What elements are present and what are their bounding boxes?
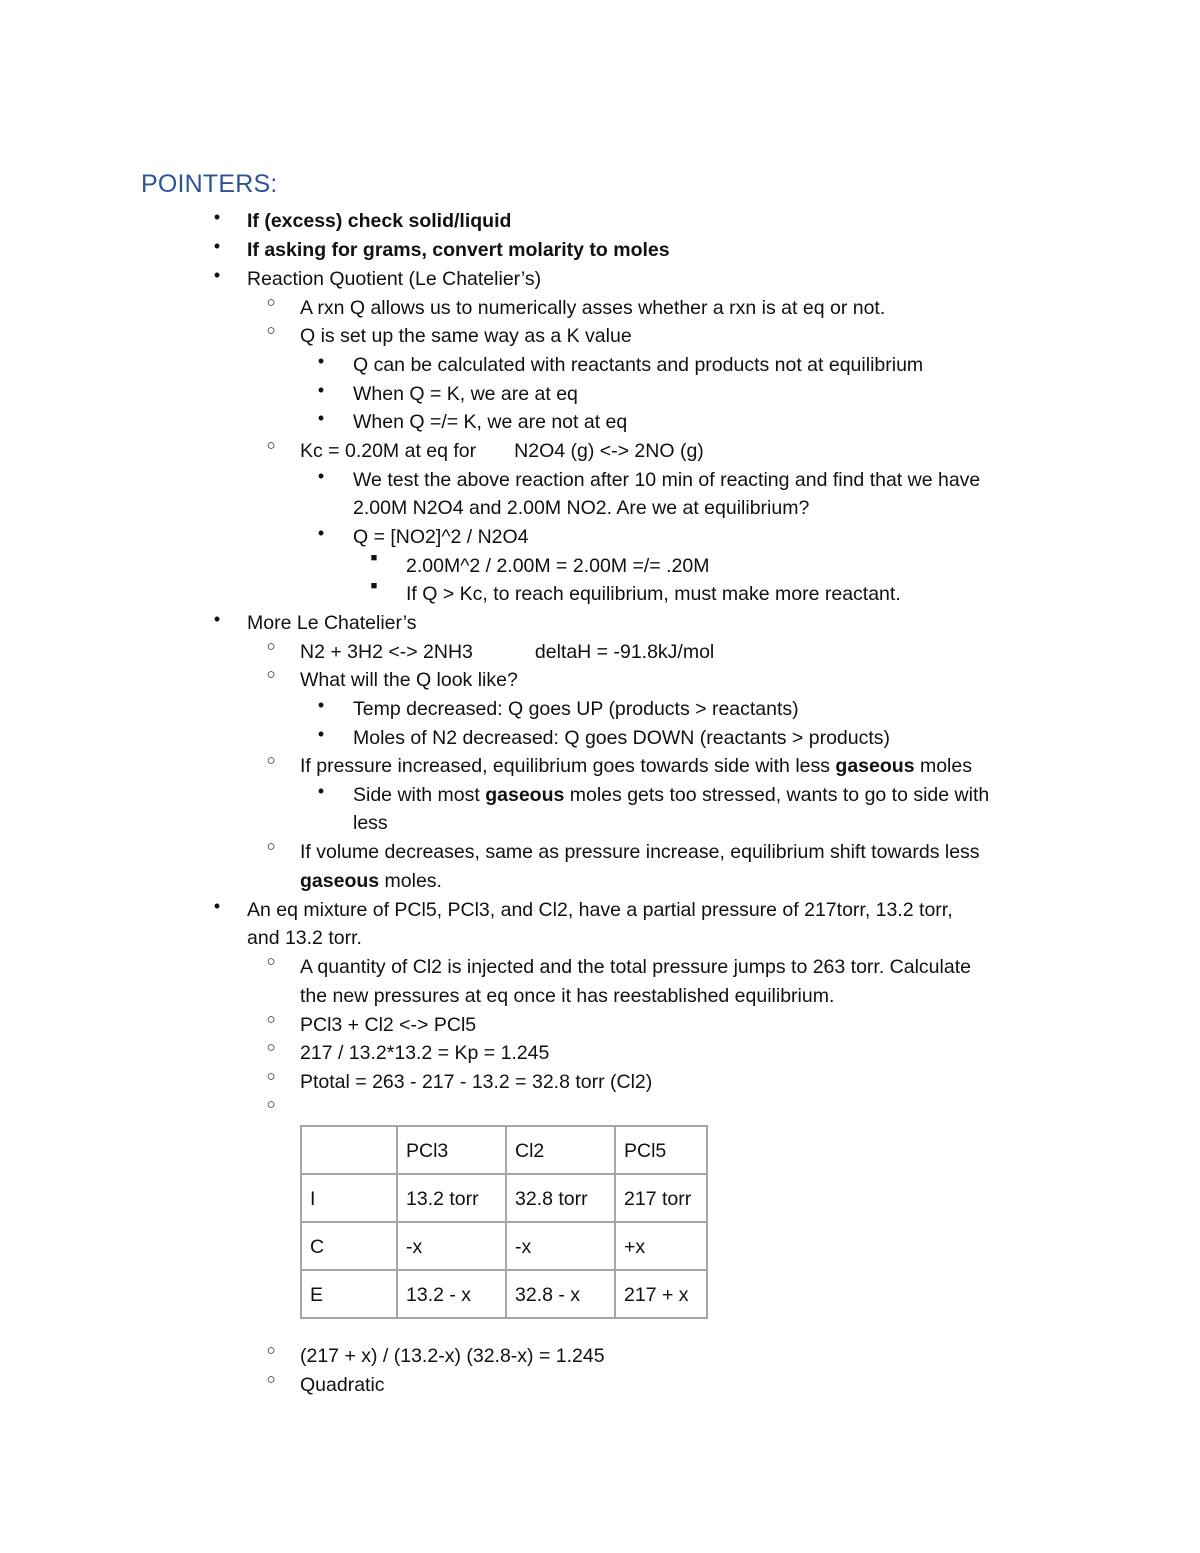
- list-item-continued: gaseous moles.: [300, 870, 442, 892]
- list-item: More Le Chatelier’s: [247, 612, 417, 634]
- list-item: If volume decreases, same as pressure increase, equilibrium shift towards less: [300, 841, 980, 863]
- list-item: We test the above reaction after 10 min of reacting and find that we have: [353, 469, 981, 491]
- list-item: (217 + x) / (13.2-x) (32.8-x) = 1.245: [300, 1345, 605, 1367]
- bullet-circle: ○: [266, 1342, 276, 1359]
- list-item: 2.00M^2 / 2.00M = 2.00M =/= .20M: [406, 555, 710, 577]
- list-item: When Q =/= K, we are not at eq: [353, 411, 628, 433]
- bullet-circle: ○: [266, 1011, 276, 1028]
- bullet-square: ■: [370, 580, 378, 592]
- list-item: If pressure increased, equilibrium goes towards side with less gaseous moles: [300, 755, 972, 777]
- table-cell: I: [301, 1174, 397, 1222]
- list-item: What will the Q look like?: [300, 669, 518, 691]
- table-cell: [301, 1126, 397, 1174]
- reaction-equation: N2 + 3H2 <-> 2NH3: [300, 641, 473, 663]
- list-item: Moles of N2 decreased: Q goes DOWN (reactants > products): [353, 727, 891, 749]
- ice-table: [300, 1125, 708, 1319]
- table-cell: -x: [397, 1222, 506, 1270]
- bullet-circle: ○: [266, 1096, 276, 1113]
- list-item: [300, 638, 714, 667]
- list-item: If asking for grams, convert molarity to moles: [247, 239, 670, 261]
- bullet-circle: ○: [266, 838, 276, 855]
- list-item-continued: the new pressures at eq once it has reestablished equilibrium.: [300, 985, 835, 1007]
- bullet-circle: ○: [266, 638, 276, 655]
- table-cell: 13.2 torr: [397, 1174, 506, 1222]
- list-item-continued: less: [353, 812, 388, 834]
- list-item: Q can be calculated with reactants and products not at equilibrium: [353, 354, 924, 376]
- table-cell: +x: [615, 1222, 707, 1270]
- table-cell: Cl2: [506, 1126, 615, 1174]
- list-item: An eq mixture of PCl5, PCl3, and Cl2, have a partial pressure of 217torr, 13.2 torr,: [247, 899, 953, 921]
- page-title: POINTERS:: [141, 170, 278, 198]
- bullet-dot: •: [317, 695, 325, 715]
- table-cell: -x: [506, 1222, 615, 1270]
- table-row: [301, 1222, 707, 1270]
- bullet-dot: •: [317, 380, 325, 400]
- table-row: [301, 1126, 707, 1174]
- list-item-continued: 2.00M N2O4 and 2.00M NO2. Are we at equilibrium?: [353, 497, 810, 519]
- list-item: Temp decreased: Q goes UP (products > reactants): [353, 698, 799, 720]
- bullet-dot: •: [213, 896, 221, 916]
- list-item: Q is set up the same way as a K value: [300, 325, 632, 347]
- table-cell: 217 torr: [615, 1174, 707, 1222]
- bullet-dot: •: [317, 466, 325, 486]
- table-row: [301, 1174, 707, 1222]
- bullet-dot: •: [213, 265, 221, 285]
- bullet-dot: •: [317, 523, 325, 543]
- list-item: 217 / 13.2*13.2 = Kp = 1.245: [300, 1042, 550, 1064]
- table-cell: C: [301, 1222, 397, 1270]
- bullet-circle: ○: [266, 1068, 276, 1085]
- bullet-dot: •: [317, 724, 325, 744]
- bullet-circle: ○: [266, 437, 276, 454]
- bullet-circle: ○: [266, 294, 276, 311]
- list-item: Q = [NO2]^2 / N2O4: [353, 526, 529, 548]
- list-item: A rxn Q allows us to numerically asses whether a rxn is at eq or not.: [300, 297, 886, 319]
- list-item: [300, 437, 704, 466]
- list-item: Side with most gaseous moles gets too stressed, wants to go to side with: [353, 784, 990, 806]
- table-cell: PCl3: [397, 1126, 506, 1174]
- table-cell: PCl5: [615, 1126, 707, 1174]
- table-cell: 217 + x: [615, 1270, 707, 1318]
- bullet-dot: •: [317, 781, 325, 801]
- bullet-circle: ○: [266, 1371, 276, 1388]
- bullet-circle: ○: [266, 953, 276, 970]
- bullet-dot: •: [317, 351, 325, 371]
- bullet-circle: ○: [266, 1039, 276, 1056]
- bullet-square: ■: [370, 552, 378, 564]
- bullet-dot: •: [213, 236, 221, 256]
- table-cell: 32.8 torr: [506, 1174, 615, 1222]
- list-item: When Q = K, we are at eq: [353, 383, 578, 405]
- list-item: A quantity of Cl2 is injected and the total pressure jumps to 263 torr. Calculate: [300, 956, 971, 978]
- bullet-circle: ○: [266, 322, 276, 339]
- table-row: [301, 1270, 707, 1318]
- list-item-continued: and 13.2 torr.: [247, 927, 362, 949]
- enthalpy-value: deltaH = -91.8kJ/mol: [534, 641, 715, 663]
- bullet-dot: •: [213, 609, 221, 629]
- kc-statement: Kc = 0.20M at eq for: [300, 440, 477, 462]
- bullet-circle: ○: [266, 752, 276, 769]
- bullet-dot: •: [317, 408, 325, 428]
- table-cell: E: [301, 1270, 397, 1318]
- bullet-dot: •: [213, 207, 221, 227]
- bullet-circle: ○: [266, 666, 276, 683]
- list-item: PCl3 + Cl2 <-> PCl5: [300, 1014, 477, 1036]
- list-item: If (excess) check solid/liquid: [247, 210, 512, 232]
- list-item: If Q > Kc, to reach equilibrium, must make more reactant.: [406, 583, 901, 605]
- table-cell: 13.2 - x: [397, 1270, 506, 1318]
- kc-reaction: N2O4 (g) <-> 2NO (g): [514, 440, 704, 462]
- table-cell: 32.8 - x: [506, 1270, 615, 1318]
- list-item: Ptotal = 263 - 217 - 13.2 = 32.8 torr (Cl2): [300, 1071, 653, 1093]
- list-item: Quadratic: [300, 1374, 385, 1396]
- list-item: Reaction Quotient (Le Chatelier’s): [247, 268, 542, 290]
